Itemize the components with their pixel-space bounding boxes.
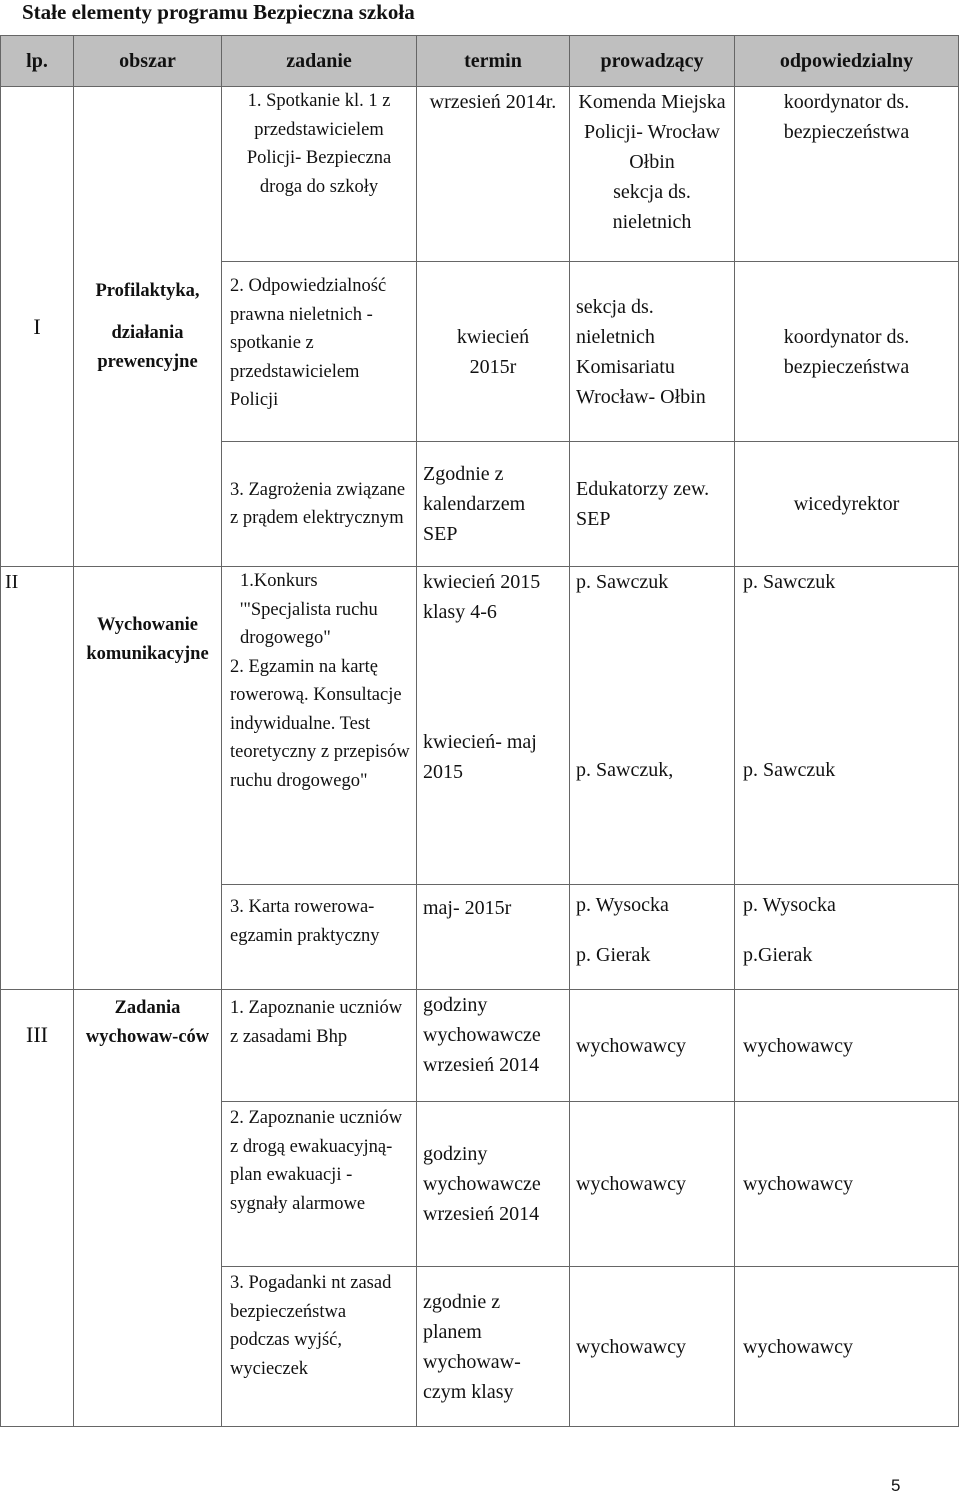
responsible-cell: wychowawcy: [735, 1102, 959, 1267]
task-line: 2. Egzamin na kartę rowerową. Konsultacje indywidualne. Test teoretyczny z przepisów ruchu drogowego": [230, 656, 410, 791]
date-line: kwiecień- maj 2015: [423, 731, 537, 783]
date-cell: kwiecień 2015r: [417, 262, 570, 442]
lead-cell: [570, 262, 735, 442]
page-title: Stałe elementy programu Bezpieczna szkoła: [22, 0, 415, 24]
task-cell: 3. Zagrożenia związane z prądem elektrycznym: [222, 442, 417, 567]
task-cell: 1. Spotkanie kl. 1 z przedstawicielem Policji- Bezpieczna droga do szkoły: [222, 87, 417, 262]
task-line: 1.Konkurs '"Specjalista ruchu drogowego": [240, 571, 378, 648]
lead-line: nieletnich Komisariatu Wrocław- Ołbin: [576, 325, 706, 408]
header-obszar: obszar: [74, 36, 222, 87]
section-number: I: [1, 87, 74, 567]
lead-cell: Edukatorzy zew. SEP: [570, 442, 735, 567]
table-row: [1, 87, 959, 262]
responsible-line: p. Wysocka: [743, 894, 836, 916]
responsible-cell: [735, 567, 959, 885]
header-termin: termin: [417, 36, 570, 87]
area-line: Profilaktyka,: [95, 280, 200, 301]
task-cell: 2. Odpowiedzialność prawna nieletnich - spotkanie z przedstawicielem Policji: [222, 262, 417, 442]
lead-line: sekcja ds.: [576, 295, 654, 318]
date-cell: zgodnie z planem wychowaw-czym klasy: [417, 1267, 570, 1427]
table-row: [1, 567, 959, 885]
responsible-cell: wicedyrektor: [735, 442, 959, 567]
header-row: [1, 36, 959, 87]
program-table: [0, 35, 959, 1427]
date-cell: [417, 567, 570, 885]
section-area: [74, 87, 222, 567]
header-odpowiedzialny: odpowiedzialny: [735, 36, 959, 87]
table-row: [1, 990, 959, 1102]
lead-line: p. Sawczuk,: [576, 759, 674, 781]
header-lp: lp.: [1, 36, 74, 87]
lead-cell: [570, 87, 735, 262]
responsible-cell: [735, 885, 959, 990]
date-cell: godziny wychowawcze wrzesień 2014: [417, 990, 570, 1102]
lead-cell: wychowawcy: [570, 1267, 735, 1427]
lead-cell: [570, 885, 735, 990]
task-cell: 3. Pogadanki nt zasad bezpieczeństwa podczas wyjść, wycieczek: [222, 1267, 417, 1427]
header-prowadzacy: prowadzący: [570, 36, 735, 87]
date-cell: godziny wychowawcze wrzesień 2014: [417, 1102, 570, 1267]
lead-cell: [570, 567, 735, 885]
date-cell: maj- 2015r: [417, 885, 570, 990]
responsible-cell: wychowawcy: [735, 1267, 959, 1427]
date-cell: Zgodnie z kalendarzem SEP: [417, 442, 570, 567]
responsible-line: p. Sawczuk: [743, 759, 836, 781]
area-line: działania prewencyjne: [97, 323, 198, 372]
section-area: Zadania wychowaw-ców: [74, 990, 222, 1427]
responsible-line: p. Sawczuk: [743, 571, 836, 593]
date-line: kwiecień 2015 klasy 4-6: [423, 571, 541, 623]
responsible-cell: koordynator ds. bezpieczeństwa: [735, 262, 959, 442]
lead-line: sekcja ds. nieletnich: [612, 181, 692, 233]
task-cell: 1. Zapoznanie uczniów z zasadami Bhp: [222, 990, 417, 1102]
responsible-line: p.Gierak: [743, 944, 813, 966]
responsible-cell: wychowawcy: [735, 990, 959, 1102]
section-number: II: [1, 567, 74, 990]
header-zadanie: zadanie: [222, 36, 417, 87]
lead-line: p. Sawczuk: [576, 571, 669, 593]
section-area: Wychowanie komunikacyjne: [74, 567, 222, 990]
page-number: 5: [891, 1476, 901, 1495]
lead-line: p. Gierak: [576, 944, 651, 966]
responsible-cell: koordynator ds. bezpieczeństwa: [735, 87, 959, 262]
task-cell: [222, 567, 417, 885]
task-cell: 3. Karta rowerowa-egzamin praktyczny: [222, 885, 417, 990]
task-cell: 2. Zapoznanie uczniów z drogą ewakuacyjną- plan ewakuacji - sygnały alarmowe: [222, 1102, 417, 1267]
lead-line: Komenda Miejska Policji- Wrocław Ołbin: [578, 91, 726, 173]
lead-cell: wychowawcy: [570, 990, 735, 1102]
date-cell: wrzesień 2014r.: [417, 87, 570, 262]
lead-line: p. Wysocka: [576, 894, 669, 916]
lead-cell: wychowawcy: [570, 1102, 735, 1267]
section-number: III: [1, 990, 74, 1427]
